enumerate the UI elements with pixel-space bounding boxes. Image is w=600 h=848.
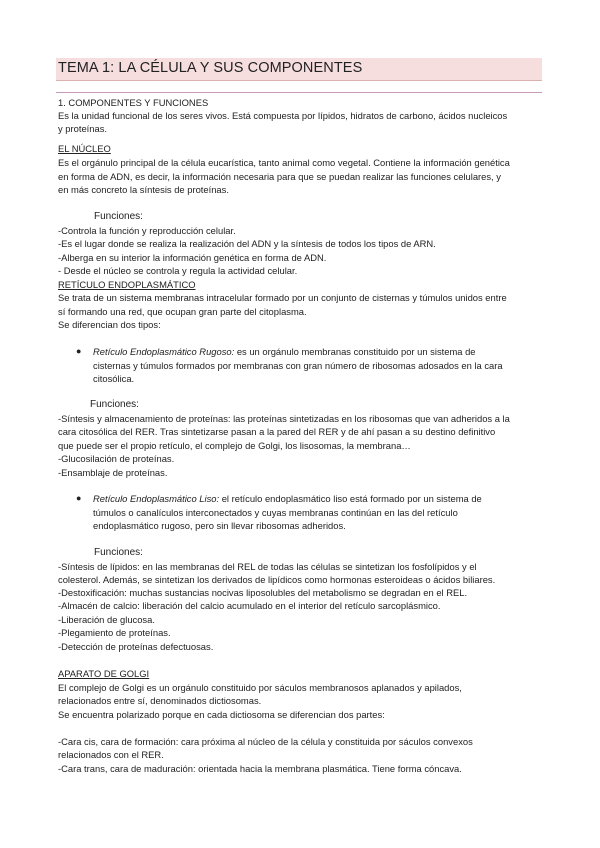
bullet-line bbox=[93, 345, 476, 359]
bullet-line: cisternas y túmulos formados por membranas con gran número de ribosomas adosados en la cara bbox=[93, 360, 503, 371]
list-item: cara citosólica del RER. Tras sintetizarse pasan a la pared del RER y de ahí pasan a su destino definitivo bbox=[58, 426, 496, 437]
paragraph-line: Se trata de un sistema membranas intracelular formado por un conjunto de cisternas y túmulos unidos entre bbox=[58, 292, 507, 303]
list-item: -Síntesis de lípidos: en las membranas del REL de todas las células se sintetizan los fosfolípidos y el bbox=[58, 561, 477, 572]
term-definition: el retículo endoplasmático liso está formado por un sistema de bbox=[219, 493, 482, 504]
list-item: que puede ser el propio retículo, el complejo de Golgi, los lisosomas, la membrana… bbox=[58, 440, 411, 451]
list-item: -Glucosilación de proteínas. bbox=[58, 453, 175, 464]
title-banner bbox=[56, 58, 542, 81]
list-item: -Destoxificación: muchas sustancias nocivas liposolubles del metabolismo se degradan en el REL. bbox=[58, 587, 468, 598]
paragraph-line: relacionados con el RER. bbox=[58, 749, 164, 760]
section-heading: APARATO DE GOLGI bbox=[58, 668, 150, 679]
bullet-line: túmulos o canalículos interconectados y cuyas membranas continúan en las del retículo bbox=[93, 507, 458, 518]
list-item: -Alberga en su interior la información genética en forma de ADN. bbox=[58, 252, 327, 263]
paragraph-line: -Cara trans, cara de maduración: orientada hacia la membrana plasmática. Tiene forma cóncava. bbox=[58, 763, 462, 774]
list-item: -Controla la función y reproducción celular. bbox=[58, 225, 236, 236]
list-item: -Síntesis y almacenamiento de proteínas: las proteínas sintetizadas en los ribosomas que van adheridos a la bbox=[58, 413, 510, 424]
section-heading: EL NÚCLEO bbox=[58, 143, 111, 154]
bullet-line: endoplasmático rugoso, pero sin llevar ribosomas adheridos. bbox=[93, 520, 346, 531]
list-item: -Plegamiento de proteínas. bbox=[58, 627, 171, 638]
list-item: -Es el lugar donde se realiza la realización del ADN y la síntesis de todos los tipos de ARN. bbox=[58, 238, 436, 249]
paragraph-line: y proteínas. bbox=[58, 123, 107, 134]
paragraph-line: relacionados entre sí, denominados dictiosomas. bbox=[58, 695, 262, 706]
paragraph-line: -Cara cis, cara de formación: cara próxima al núcleo de la célula y constituida por sáculos convexos bbox=[58, 736, 473, 747]
bullet-icon: ● bbox=[76, 493, 82, 503]
paragraph-line: en más concreto la síntesis de proteínas. bbox=[58, 184, 229, 195]
section-heading: 1. COMPONENTES Y FUNCIONES bbox=[58, 97, 209, 108]
list-item: -Detección de proteínas defectuosas. bbox=[58, 641, 214, 652]
paragraph-line: en forma de ADN, es decir, la información necesaria para que se puedan realizar las funciones celulares, y bbox=[58, 171, 501, 182]
bullet-line bbox=[93, 492, 482, 506]
list-item: - Desde el núcleo se controla y regula la actividad celular. bbox=[58, 265, 298, 276]
title-divider bbox=[56, 92, 542, 93]
paragraph-line: sí formando una red, que ocupan gran parte del citoplasma. bbox=[58, 306, 307, 317]
term: Retículo Endoplasmático Rugoso: bbox=[93, 346, 235, 357]
funciones-label: Funciones: bbox=[94, 547, 143, 558]
funciones-label: Funciones: bbox=[94, 211, 143, 222]
bullet-icon: ● bbox=[76, 346, 82, 356]
funciones-label: Funciones: bbox=[90, 399, 139, 410]
paragraph-line: Se encuentra polarizado porque en cada dictiosoma se diferencian dos partes: bbox=[58, 709, 385, 720]
paragraph-line: Es la unidad funcional de los seres vivos. Está compuesta por lípidos, hidratos de carbono, ácidos nucleicos bbox=[58, 110, 508, 121]
list-item: -Ensamblaje de proteínas. bbox=[58, 467, 168, 478]
term: Retículo Endoplasmático Liso: bbox=[93, 493, 220, 504]
list-item: -Liberación de glucosa. bbox=[58, 614, 155, 625]
list-item: colesterol. Además, se sintetizan los derivados de lipídicos como hormonas esteroideas o ácidos biliares. bbox=[58, 574, 496, 585]
paragraph-line: El complejo de Golgi es un orgánulo constituido por sáculos membranosos aplanados y apilados, bbox=[58, 682, 462, 693]
section-heading: RETÍCULO ENDOPLASMÁTICO bbox=[58, 279, 196, 290]
paragraph-line: Es el orgánulo principal de la célula eucarística, tanto animal como vegetal. Contiene la información genética bbox=[58, 157, 510, 168]
bullet-line: citosólica. bbox=[93, 373, 135, 384]
list-item: -Almacén de calcio: liberación del calcio acumulado en el interior del retículo sarcoplásmico. bbox=[58, 600, 441, 611]
page-title: TEMA 1: LA CÉLULA Y SUS COMPONENTES bbox=[58, 60, 363, 76]
paragraph-line: Se diferencian dos tipos: bbox=[58, 319, 161, 330]
term-definition: es un orgánulo membranas constituido por un sistema de bbox=[234, 346, 476, 357]
